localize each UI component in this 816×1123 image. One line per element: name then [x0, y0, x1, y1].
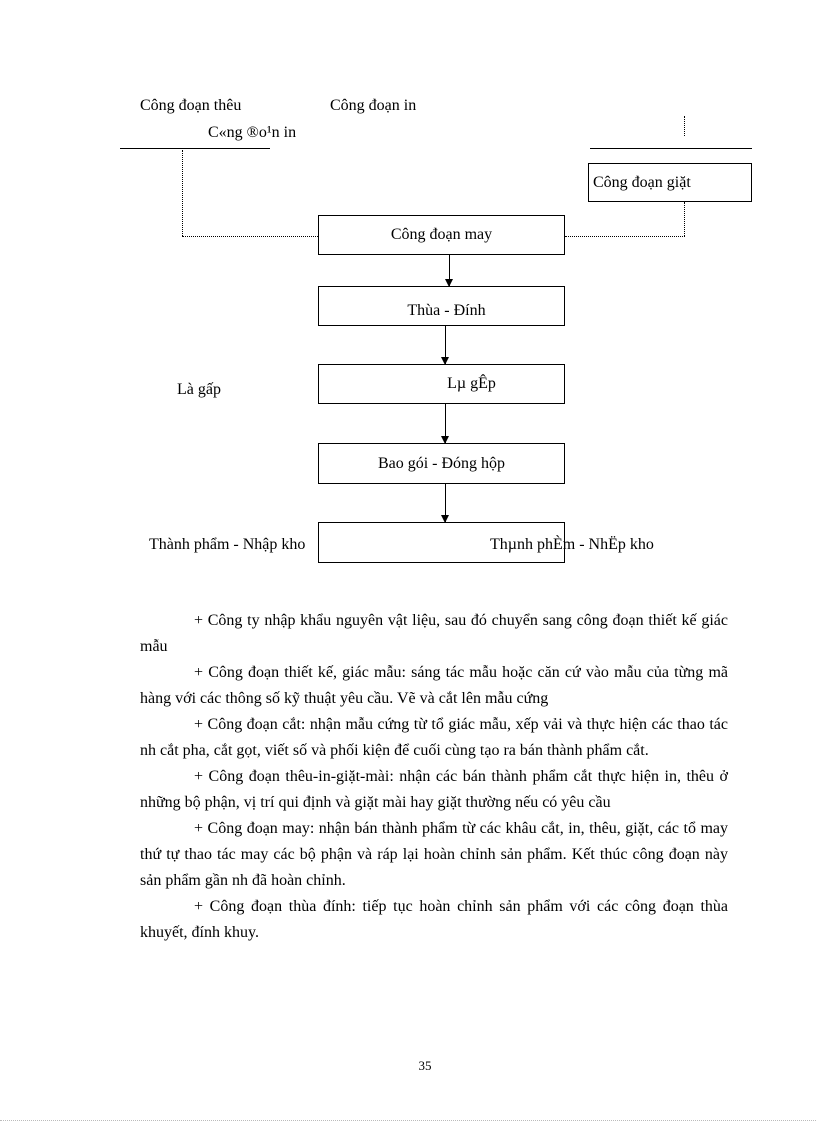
paragraph-4: + Công đoạn thêu-in-giặt-mài: nhận các bán thành phẩm cắt thực hiện in, thêu ở những bộ phận, vị trí qui định và giặt mài hay giặt thường nếu có yêu cầu — [140, 768, 728, 811]
page-bottom-border — [0, 1120, 816, 1121]
sewing-stage-box — [318, 215, 565, 255]
ironing-stage-box — [318, 364, 565, 404]
body-text — [140, 608, 728, 946]
ironing-stage-label-garbled: Lµ gÊp — [447, 375, 496, 392]
label-print-stage: Công đoạn in — [330, 97, 417, 114]
packing-stage-box — [318, 443, 565, 484]
arrow-down-2 — [445, 326, 446, 364]
buttonhole-stage-box — [318, 286, 565, 326]
buttonhole-stage-label: Thùa - Đính — [407, 302, 486, 319]
wash-stage-box — [588, 163, 752, 202]
sewing-stage-label: Công đoạn may — [390, 226, 493, 243]
label-print-stage-garbled: C«ng ®o¹n in — [208, 124, 297, 141]
arrow-down-3 — [445, 404, 446, 443]
paragraph-2: + Công đoạn thiết kế, giác mẫu: sáng tác mẫu hoặc căn cứ vào mẫu của từng mã hàng với các thông số kỹ thuật yêu cầu. Vẽ và cắt lên mẫu cứng — [140, 664, 728, 707]
right-dotted-connector-vertical — [684, 202, 685, 236]
label-embroidery-stage: Công đoạn thêu — [140, 97, 242, 114]
paragraph-6: + Công đoạn thùa đính: tiếp tục hoàn chỉnh sản phẩm với các công đoạn thùa khuyết, đính khuy. — [140, 898, 728, 941]
arrow-down-4 — [445, 484, 446, 522]
ironing-stage-label: Là gấp — [177, 381, 221, 398]
paragraph-1: + Công ty nhập khẩu nguyên vật liệu, sau đó chuyển sang công đoạn thiết kế giác mẫu — [140, 612, 728, 655]
finished-goods-label: Thành phẩm - Nhập kho — [149, 536, 306, 553]
finished-goods-label-garbled: Thµnh phÈm - NhËp kho — [490, 536, 654, 553]
arrow-down-1 — [449, 255, 450, 286]
paragraph-3: + Công đoạn cắt: nhận mẫu cứng từ tổ giác mẫu, xếp vải và thực hiện các thao tác nh cắt pha, cắt gọt, viết số và phối kiện để cuối cùng tạo ra bán thành phẩm cắt. — [140, 716, 728, 759]
page-number: 35 — [418, 1058, 432, 1073]
paragraph-5: + Công đoạn may: nhận bán thành phẩm từ các khâu cắt, in, thêu, giặt, các tổ may thứ tự thao tác may các bộ phận và ráp lại hoàn chỉnh sản phẩm. Kết thúc công đoạn này sản phẩm gần nh đã hoàn chỉnh. — [140, 820, 728, 889]
packing-stage-label: Bao gói - Đóng hộp — [377, 454, 506, 472]
right-dotted-connector-horizontal — [565, 236, 685, 237]
right-top-dotted-mark — [684, 116, 685, 136]
left-dotted-connector-horizontal — [182, 236, 318, 237]
left-dotted-connector-vertical — [182, 150, 183, 236]
wash-stage-label: Công đoạn giặt — [593, 173, 691, 191]
wash-top-line — [590, 148, 752, 149]
embroidery-print-underline — [120, 148, 270, 149]
